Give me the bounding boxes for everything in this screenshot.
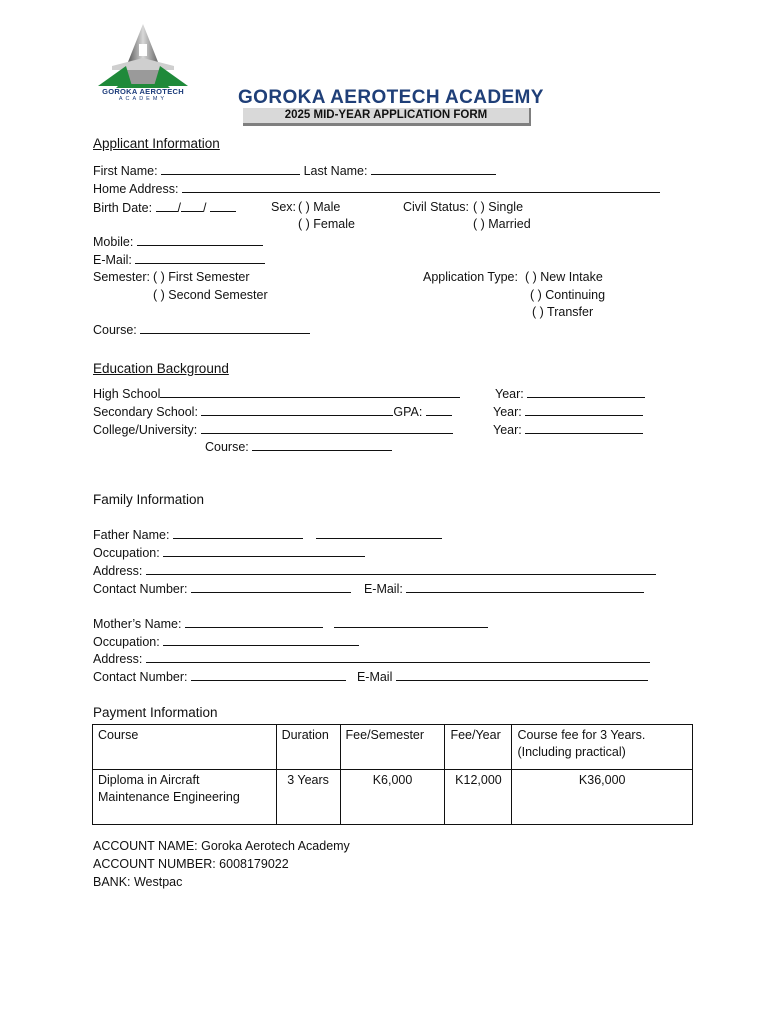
- secondary-year-field[interactable]: [525, 404, 643, 416]
- female-option[interactable]: ( ) Female: [298, 217, 355, 231]
- column-header: Course fee for 3 Years. (Including practical): [512, 725, 693, 770]
- year-label: Year:: [495, 387, 524, 401]
- last-name-label: Last Name:: [303, 164, 368, 178]
- email-row: [93, 252, 265, 268]
- semester-label: Semester:: [93, 270, 150, 284]
- payment-heading: Payment Information: [93, 705, 218, 720]
- new-intake-option[interactable]: ( ) New Intake: [525, 270, 603, 284]
- first-semester-option[interactable]: ( ) First Semester: [153, 270, 250, 284]
- table-cell: 3 Years: [276, 770, 340, 825]
- year-label: Year:: [493, 423, 522, 437]
- family-heading: Family Information: [93, 492, 205, 507]
- column-header: Duration: [276, 725, 340, 770]
- father-last-name-field[interactable]: [316, 527, 442, 539]
- address-label: Address:: [93, 652, 143, 666]
- applicant-heading: Applicant Information: [93, 136, 220, 151]
- table-cell: K36,000: [512, 770, 693, 825]
- column-header: Fee/Semester: [340, 725, 445, 770]
- account-name: ACCOUNT NAME: Goroka Aerotech Academy: [93, 839, 350, 853]
- college-field[interactable]: [201, 422, 453, 434]
- father-name-label: Father Name:: [93, 528, 170, 542]
- mother-occupation-row: [93, 634, 359, 650]
- email-label: E-Mail:: [93, 253, 132, 267]
- male-option[interactable]: ( ) Male: [298, 200, 341, 214]
- father-email-field[interactable]: [406, 581, 644, 593]
- father-address-field[interactable]: [146, 563, 656, 575]
- civil-status-label: Civil Status:: [403, 200, 469, 214]
- account-number: ACCOUNT NUMBER: 6008179022: [93, 857, 289, 871]
- college-year-row: [493, 422, 643, 438]
- mobile-field[interactable]: [137, 234, 263, 246]
- high-school-label: High School: [93, 387, 161, 401]
- home-address-row: [93, 181, 660, 197]
- sex-label: Sex:: [271, 200, 297, 214]
- column-header: Fee/Year: [445, 725, 512, 770]
- home-address-label: Home Address:: [93, 182, 179, 196]
- email-field[interactable]: [135, 252, 265, 264]
- bank-name: BANK: Westpac: [93, 875, 183, 889]
- birth-day-field[interactable]: [156, 200, 178, 212]
- college-course-label: Course:: [205, 440, 249, 454]
- birth-date-row: [93, 200, 236, 216]
- transfer-option[interactable]: ( ) Transfer: [532, 305, 594, 319]
- form-title-banner: 2025 MID-YEAR APPLICATION FORM: [243, 108, 531, 126]
- mother-contact-field[interactable]: [191, 669, 346, 681]
- table-cell: Diploma in Aircraft Maintenance Engineering: [93, 770, 277, 825]
- occupation-label: Occupation:: [93, 635, 160, 649]
- gpa-label: GPA:: [393, 405, 423, 419]
- continuing-option[interactable]: ( ) Continuing: [530, 288, 606, 302]
- father-contact-field[interactable]: [191, 581, 351, 593]
- high-school-row: [93, 386, 460, 402]
- email-label: E-Mail:: [363, 582, 403, 596]
- secondary-school-row: [93, 404, 452, 420]
- single-option[interactable]: ( ) Single: [473, 200, 524, 214]
- first-name-label: First Name:: [93, 164, 158, 178]
- course-field[interactable]: [140, 322, 310, 334]
- second-semester-option[interactable]: ( ) Second Semester: [153, 288, 268, 302]
- father-name-row: [93, 527, 442, 543]
- payment-table: [92, 724, 693, 825]
- high-school-year-row: [495, 386, 645, 402]
- logo-text: GOROKA AEROTECH: [102, 87, 184, 96]
- year-label: Year:: [493, 405, 522, 419]
- table-cell: K12,000: [445, 770, 512, 825]
- gpa-field[interactable]: [426, 404, 452, 416]
- college-year-field[interactable]: [525, 422, 643, 434]
- college-row: [93, 422, 453, 438]
- contact-number-label: Contact Number:: [93, 582, 188, 596]
- contact-number-label: Contact Number:: [93, 670, 188, 684]
- mother-address-field[interactable]: [146, 651, 650, 663]
- mother-last-name-field[interactable]: [334, 616, 488, 628]
- academy-title: GOROKA AEROTECH ACADEMY: [238, 87, 544, 108]
- father-contact-row: [93, 581, 644, 597]
- college-label: College/University:: [93, 423, 198, 437]
- father-address-row: [93, 563, 656, 579]
- logo-subtext: ACADEMY: [118, 96, 168, 102]
- table-row: [93, 770, 693, 825]
- mother-email-field[interactable]: [396, 669, 648, 681]
- application-type-label: Application Type:: [423, 270, 518, 284]
- table-header-row: [93, 725, 693, 770]
- occupation-label: Occupation:: [93, 546, 160, 560]
- birth-year-field[interactable]: [210, 200, 236, 212]
- address-label: Address:: [93, 564, 143, 578]
- mother-contact-row: [93, 669, 648, 685]
- secondary-school-field[interactable]: [201, 404, 393, 416]
- table-cell: K6,000: [340, 770, 445, 825]
- mother-occupation-field[interactable]: [163, 634, 359, 646]
- course-label: Course:: [93, 323, 137, 337]
- secondary-school-label: Secondary School:: [93, 405, 198, 419]
- date-separator: /: [203, 201, 207, 215]
- father-first-name-field[interactable]: [173, 527, 303, 539]
- college-course-row: [205, 439, 392, 455]
- mother-name-label: Mother’s Name:: [93, 617, 182, 631]
- date-separator: /: [177, 201, 182, 215]
- mobile-label: Mobile:: [93, 235, 134, 249]
- college-course-field[interactable]: [252, 439, 392, 451]
- father-occupation-row: [93, 545, 365, 561]
- email-label: E-Mail: [356, 670, 393, 684]
- mother-address-row: [93, 651, 650, 667]
- first-name-row: [93, 163, 496, 179]
- mother-first-name-field[interactable]: [185, 616, 323, 628]
- column-header: Course: [93, 725, 277, 770]
- home-address-field[interactable]: [182, 181, 660, 193]
- married-option[interactable]: ( ) Married: [473, 217, 531, 231]
- mobile-row: [93, 234, 263, 250]
- high-school-field[interactable]: [160, 386, 460, 398]
- father-occupation-field[interactable]: [163, 545, 365, 557]
- high-school-year-field[interactable]: [527, 386, 645, 398]
- birth-month-field[interactable]: [181, 200, 203, 212]
- secondary-year-row: [493, 404, 643, 420]
- first-name-field[interactable]: [161, 163, 300, 175]
- last-name-field[interactable]: [371, 163, 496, 175]
- mother-name-row: [93, 616, 488, 632]
- course-row: [93, 322, 310, 338]
- birth-date-label: Birth Date:: [93, 201, 153, 215]
- education-heading: Education Background: [93, 361, 229, 376]
